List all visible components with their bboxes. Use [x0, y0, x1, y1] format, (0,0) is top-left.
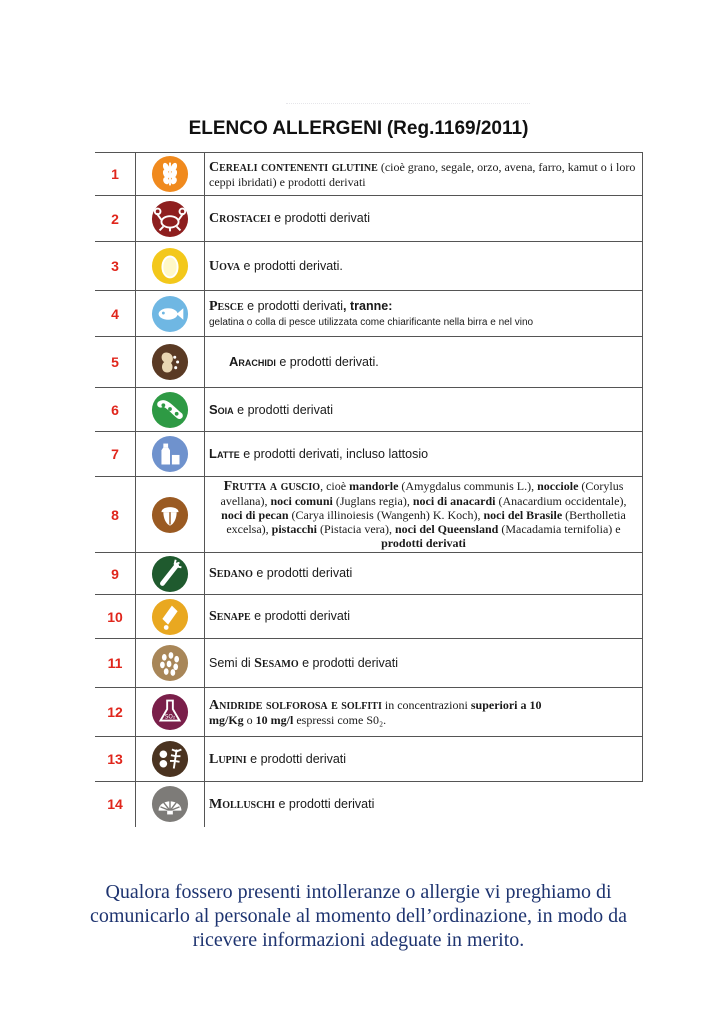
allergen-description [205, 737, 643, 782]
allergen-detail: e prodotti derivati [233, 402, 334, 417]
table-row [95, 553, 643, 595]
allergen-number: 8 [95, 477, 136, 553]
mollusc-icon [151, 785, 189, 823]
nut-types-13: pistacchi [271, 522, 318, 536]
milk-icon [151, 435, 189, 473]
nut-types-2: (Amygdalus communis L.), [398, 479, 538, 493]
allergen-prefix: Semi di [209, 655, 255, 670]
allergen-or: o [243, 712, 256, 727]
nut-types-14: (Pistacia vera), [317, 522, 395, 536]
allergen-number: 11 [95, 639, 136, 688]
allergen-description [205, 432, 643, 477]
allergen-name: Soia [209, 401, 234, 417]
table-row [95, 153, 643, 196]
allergen-table [95, 152, 643, 827]
table-row [95, 639, 643, 688]
peanut-icon [151, 343, 189, 381]
nut-types-11: noci del Brasile [483, 508, 563, 522]
table-row [95, 337, 643, 388]
allergen-unit-2: 10 mg/l [255, 712, 294, 727]
allergen-description [205, 553, 643, 595]
allergen-number: 10 [95, 595, 136, 639]
table-row [95, 688, 643, 737]
page-title [0, 118, 717, 140]
celery-icon [151, 555, 189, 593]
allergen-description [205, 782, 643, 827]
allergen-threshold: superiori a 10 [470, 697, 542, 712]
allergen-name: Lupini [209, 751, 247, 767]
allergen-number: 5 [95, 337, 136, 388]
allergen-description [205, 242, 643, 291]
allergen-description [205, 388, 643, 432]
nut-types-6: (Juglans regia), [332, 494, 413, 508]
sulphite-icon-label: SO₂ [164, 714, 176, 721]
table-row [95, 737, 643, 782]
allergen-detail: e prodotti derivati. [240, 258, 343, 273]
title-main: ELENCO ALLERGENI [188, 118, 383, 139]
allergen-detail: (cioè grano, segale, orzo, avena, farro, kamut o i loro ceppi ibridati) e prodotti derivati [209, 159, 636, 189]
allergen-exception: , tranne: [343, 298, 393, 313]
allergen-detail: e prodotti derivati [275, 796, 375, 811]
allergen-name: Arachidi [229, 354, 276, 369]
nut-types-7: noci di anacardi [412, 494, 496, 508]
allergen-description [205, 153, 643, 196]
nut-types-12: (Bertholletia excelsa), [226, 508, 626, 536]
allergen-detail: e prodotti derivati [250, 609, 351, 623]
nut-types-1: mandorle [349, 479, 399, 493]
nut-types-15: noci del Queensland [394, 522, 499, 536]
egg-icon [151, 247, 189, 285]
allergen-name: Anidride solforosa e solfiti [209, 697, 382, 713]
nut-types-16: (Macadamia ternifolia) e [498, 522, 621, 536]
allergen-name: Crostacei [209, 211, 271, 226]
nut-types-8: (Anacardium occidentale), [495, 494, 627, 508]
allergen-expression: espressi come S0₂. [293, 712, 387, 727]
allergen-number: 7 [95, 432, 136, 477]
nut-types-5: noci comuni [270, 494, 333, 508]
allergen-number: 4 [95, 291, 136, 337]
allergen-description [205, 291, 643, 337]
allergen-description [205, 337, 643, 388]
allergen-detail: in concentrazioni [381, 697, 471, 712]
allergen-detail: e prodotti derivati [243, 298, 344, 313]
allergen-name: Senape [209, 609, 251, 624]
allergen-description [205, 639, 643, 688]
allergen-description [205, 595, 643, 639]
crab-icon [151, 200, 189, 238]
allergen-name: Latte [209, 446, 240, 461]
title-regulation: (Reg.1169/2011) [386, 118, 529, 139]
allergen-name: Sedano [209, 566, 253, 581]
allergen-exception-detail: gelatina o colla di pesce utilizzata come chiarificante nella birra e nel vino [209, 316, 534, 328]
allergen-detail: e prodotti derivati [252, 566, 353, 580]
allergen-description [205, 196, 643, 242]
allergen-description [205, 477, 643, 553]
table-row [95, 477, 643, 553]
nut-types-3: nocciole [537, 479, 579, 493]
nut-types-0: , cioè [320, 479, 350, 493]
allergen-name: Pesce [209, 298, 244, 314]
table-row [95, 242, 643, 291]
allergen-unit-1: mg/Kg [209, 712, 244, 727]
decorative-dotted-line [286, 103, 530, 104]
allergen-number: 2 [95, 196, 136, 242]
sesame-icon [151, 644, 189, 682]
table-row [95, 782, 643, 827]
allergen-detail: e prodotti derivati. [275, 355, 379, 369]
notice-line: ricevere informazioni adeguate in merito. [192, 929, 525, 951]
notice-line: Qualora fossero presenti intolleranze o allergie vi preghiamo di [105, 881, 612, 903]
allergen-detail: e prodotti derivati, incluso lattosio [239, 447, 429, 461]
allergy-notice [0, 880, 717, 952]
soy-icon [151, 391, 189, 429]
mustard-icon [151, 598, 189, 636]
wheat-icon [151, 155, 189, 193]
table-row [95, 196, 643, 242]
allergen-number: 3 [95, 242, 136, 291]
notice-line: comunicarlo al personale al momento dell’ordinazione, in modo da [89, 905, 628, 927]
nut-types-4: (Corylus avellana), [220, 479, 624, 508]
lupin-icon [151, 740, 189, 778]
nut-icon [151, 496, 189, 534]
allergen-name: Cereali contenenti glutine [209, 159, 378, 175]
allergen-name: Molluschi [209, 796, 276, 812]
allergen-name: Frutta a guscio [223, 479, 321, 494]
allergen-number: 12 [95, 688, 136, 737]
sulphite-icon [151, 693, 189, 731]
allergen-detail: e prodotti derivati [270, 211, 370, 225]
table-row [95, 388, 643, 432]
table-row [95, 291, 643, 337]
table-row [95, 432, 643, 477]
allergen-detail: e prodotti derivati [298, 655, 398, 670]
allergen-number: 9 [95, 553, 136, 595]
allergen-number: 1 [95, 153, 136, 196]
allergen-name: Uova [209, 258, 241, 274]
allergen-number: 13 [95, 737, 136, 782]
nut-types-10: (Carya illinoiesis (Wangenh) K. Koch), [288, 508, 484, 522]
allergen-description [205, 688, 643, 737]
nut-types-9: noci di pecan [221, 508, 289, 522]
table-row [95, 595, 643, 639]
fish-icon [151, 295, 189, 333]
allergen-number: 6 [95, 388, 136, 432]
nut-types-17: prodotti derivati [381, 536, 466, 550]
allergen-detail: e prodotti derivati [246, 751, 347, 766]
allergen-name: Sesamo [254, 655, 299, 671]
allergen-number: 14 [95, 782, 136, 827]
